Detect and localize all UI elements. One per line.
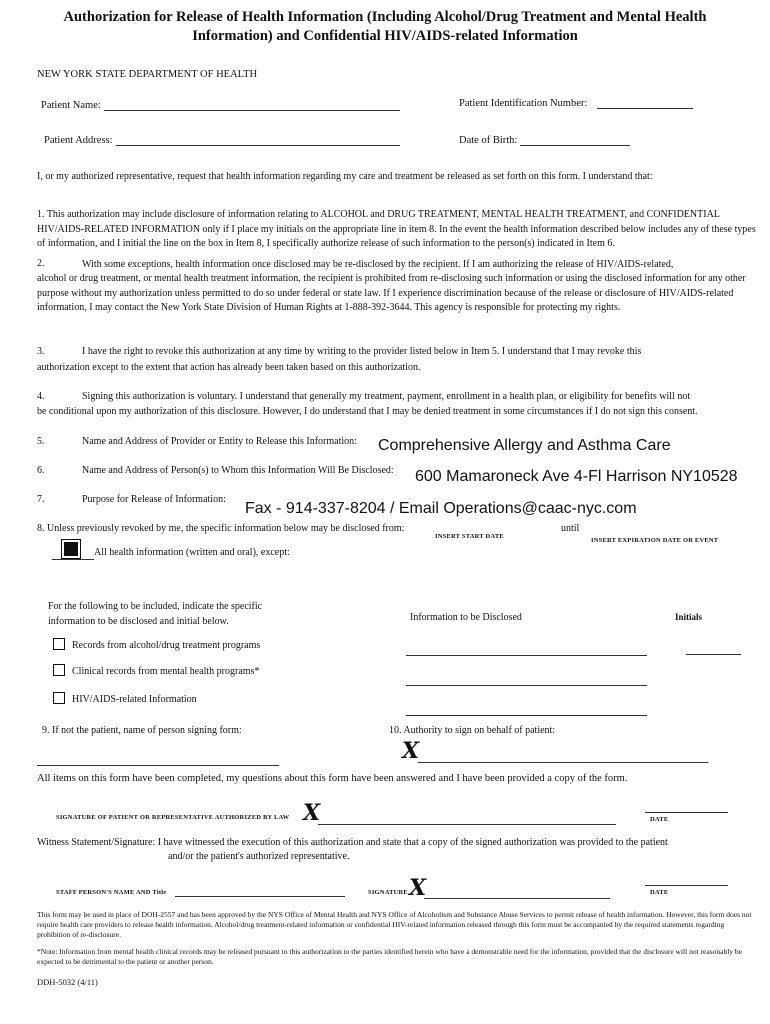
- authority-x-mark-icon: X: [402, 738, 420, 764]
- staff-signature-field[interactable]: [424, 898, 610, 899]
- patient-address-label: Patient Address:: [44, 135, 113, 146]
- initials-header: Initials: [675, 612, 703, 622]
- patient-signature-x-mark-icon: X: [303, 800, 321, 826]
- staff-signature-x-mark-icon: X: [409, 875, 427, 901]
- patient-id-field[interactable]: [597, 108, 693, 109]
- patient-signature-field[interactable]: [318, 824, 616, 825]
- mental-health-info-line[interactable]: [406, 685, 647, 686]
- item-6-number: 6.: [37, 465, 45, 476]
- staff-signature-date-field[interactable]: [645, 885, 728, 886]
- patient-name-field[interactable]: [104, 110, 400, 111]
- hiv-aids-info-line[interactable]: [406, 715, 647, 716]
- patient-signature-date-caption: DATE: [650, 816, 669, 823]
- form-title-line2: Information) and Confidential HIV/AIDS-related Information: [192, 28, 578, 44]
- item-3-text: authorization except to the extent that action has already been taken based on this authorization.: [37, 362, 421, 373]
- footer-notice: This form may be used in place of DOH-2557 and has been approved by the NYS Office of Mental Health and NYS Office of Alcoholism and Substance Abuse Services to permit release of health information. However, this form does not require health care providers to release health information. Alcohol/drug treatment-related information or confidential HIV-related information released through this form must be accompanied by the required statements regarding prohibition of re-disclosure.: [37, 910, 752, 939]
- item-2-number: 2.: [37, 258, 45, 269]
- all-health-info-label: All health information (written and oral), except:: [94, 547, 290, 558]
- all-health-info-checkbox[interactable]: [61, 539, 81, 559]
- item-3-first-line: I have the right to revoke this authorization at any time by writing to the provider listed below in Item 5. I understand that I may revoke this: [82, 346, 642, 357]
- form-id: DDH-5032 (4/11): [37, 977, 98, 987]
- checkmark-fill-icon: [64, 542, 78, 556]
- patient-name-label: Patient Name:: [41, 100, 101, 111]
- signer-name-field[interactable]: [37, 765, 279, 766]
- mental-health-checkbox[interactable]: [53, 664, 65, 676]
- patient-address-field[interactable]: [116, 145, 400, 146]
- patient-signature-caption: SIGNATURE OF PATIENT OR REPRESENTATIVE AUTHORIZED BY LAW: [56, 814, 290, 821]
- item-7-label: Purpose for Release of Information:: [82, 494, 226, 505]
- footer-note: *Note: Information from mental health clinical records may be released pursuant to this authorization to the parties identified herein who have a demonstrable need for the information, provided that the disclosure will not reasonably be expected to be detrimental to the patient or another person.: [37, 947, 742, 966]
- item-1-text: 1. This authorization may include disclosure of information relating to ALCOHOL and DRUG TREATMENT, MENTAL HEALTH TREATMENT, and CONFIDENTIAL HIV/AIDS-RELATED INFORMATION only if I place my initials on the appropriate line in item 8. In the event the health information described below includes any of these types of information, and I initial the line on the box in Item 8, I specifically authorize release of such information to the person(s) indicated in Item 6.: [37, 209, 756, 250]
- item-3-number: 3.: [37, 346, 45, 357]
- item-9-label: 9. If not the patient, name of person signing form:: [42, 725, 242, 736]
- alcohol-drug-info-line[interactable]: [406, 655, 647, 656]
- staff-name-caption: STAFF PERSON'S NAME AND Title: [56, 889, 167, 896]
- item-4-text: be conditional upon my authorization of this disclosure. However, I do understand that I may be denied treatment in some circumstances if I do not sign this consent.: [37, 406, 698, 417]
- item-10-label: 10. Authority to sign on behalf of patient:: [389, 725, 556, 736]
- expiration-caption: INSERT EXPIRATION DATE OR EVENT: [591, 537, 719, 544]
- item-7-number: 7.: [37, 494, 45, 505]
- alcohol-drug-checkbox[interactable]: [53, 638, 65, 650]
- staff-name-field[interactable]: [175, 896, 345, 897]
- following-instruction-line2: information to be disclosed and initial below.: [48, 616, 229, 627]
- alcohol-drug-label: Records from alcohol/drug treatment programs: [72, 640, 261, 651]
- item-4-number: 4.: [37, 391, 45, 402]
- item-5-label: Name and Address of Provider or Entity to Release this Information:: [82, 436, 357, 447]
- hiv-aids-label: HIV/AIDS-related Information: [72, 694, 197, 705]
- hiv-aids-checkbox[interactable]: [53, 692, 65, 704]
- completion-statement: All items on this form have been completed, my questions about this form have been answered and I have been provided a copy of the form.: [37, 773, 628, 784]
- until-label: until: [561, 523, 580, 534]
- item-6-label: Name and Address of Person(s) to Whom this Information Will Be Disclosed:: [82, 465, 394, 476]
- form-title-line1: Authorization for Release of Health Information (Including Alcohol/Drug Treatment and Mental Health: [63, 9, 707, 25]
- start-date-caption: INSERT START DATE: [435, 533, 504, 540]
- intro-statement: I, or my authorized representative, request that health information regarding my care and treatment be released as set forth on this form. I understand that:: [37, 171, 653, 182]
- patient-id-label: Patient Identification Number:: [459, 98, 588, 109]
- item-5-number: 5.: [37, 436, 45, 447]
- item-2-text: alcohol or drug treatment, or mental health treatment information, the recipient is prohibited from re-disclosing such information or using the disclosed information for any other purpose without my authorization unless permitted to do so under federal or state law. If I experience discrimination because of the release or disclosure of HIV/AIDS-related information, I may contact the New York State Division of Human Rights at 1-888-392-3644. This agency is responsible for protecting my rights.: [37, 273, 746, 314]
- authority-field[interactable]: [418, 762, 708, 763]
- mental-health-label: Clinical records from mental health programs*: [72, 666, 260, 677]
- dob-label: Date of Birth:: [459, 135, 518, 146]
- patient-signature-date-field[interactable]: [645, 812, 728, 813]
- alcohol-drug-initials-line[interactable]: [686, 654, 741, 655]
- recipient-address-value[interactable]: 600 Mamaroneck Ave 4-Fl Harrison NY10528: [415, 468, 738, 485]
- item-4-first-line: Signing this authorization is voluntary. I understand that generally my treatment, payment, enrollment in a health plan, or eligibility for benefits will not: [82, 391, 691, 402]
- purpose-value[interactable]: Fax - 914-337-8204 / Email Operations@caac-nyc.com: [245, 500, 637, 517]
- dob-field[interactable]: [520, 145, 630, 146]
- department-name: NEW YORK STATE DEPARTMENT OF HEALTH: [37, 69, 258, 80]
- info-disclosed-header: Information to be Disclosed: [410, 612, 522, 623]
- witness-statement-line1: Witness Statement/Signature: I have witnessed the execution of this authorization and state that a copy of the signed authorization was provided to the patient: [37, 837, 668, 848]
- witness-statement-line2: and/or the patient's authorized representative.: [168, 851, 350, 862]
- following-instruction-line1: For the following to be included, indicate the specific: [48, 601, 263, 612]
- all-health-info-initial-line[interactable]: [52, 559, 94, 560]
- item-8-label: 8. Unless previously revoked by me, the specific information below may be disclosed from:: [37, 523, 405, 534]
- staff-signature-caption: SIGNATURE: [368, 889, 408, 896]
- item-2-first-line: With some exceptions, health information once disclosed may be re-disclosed by the recipient. If I am authorizing the release of HIV/AIDS-related,: [82, 259, 674, 270]
- staff-signature-date-caption: DATE: [650, 889, 669, 896]
- provider-name-value[interactable]: Comprehensive Allergy and Asthma Care: [378, 437, 671, 454]
